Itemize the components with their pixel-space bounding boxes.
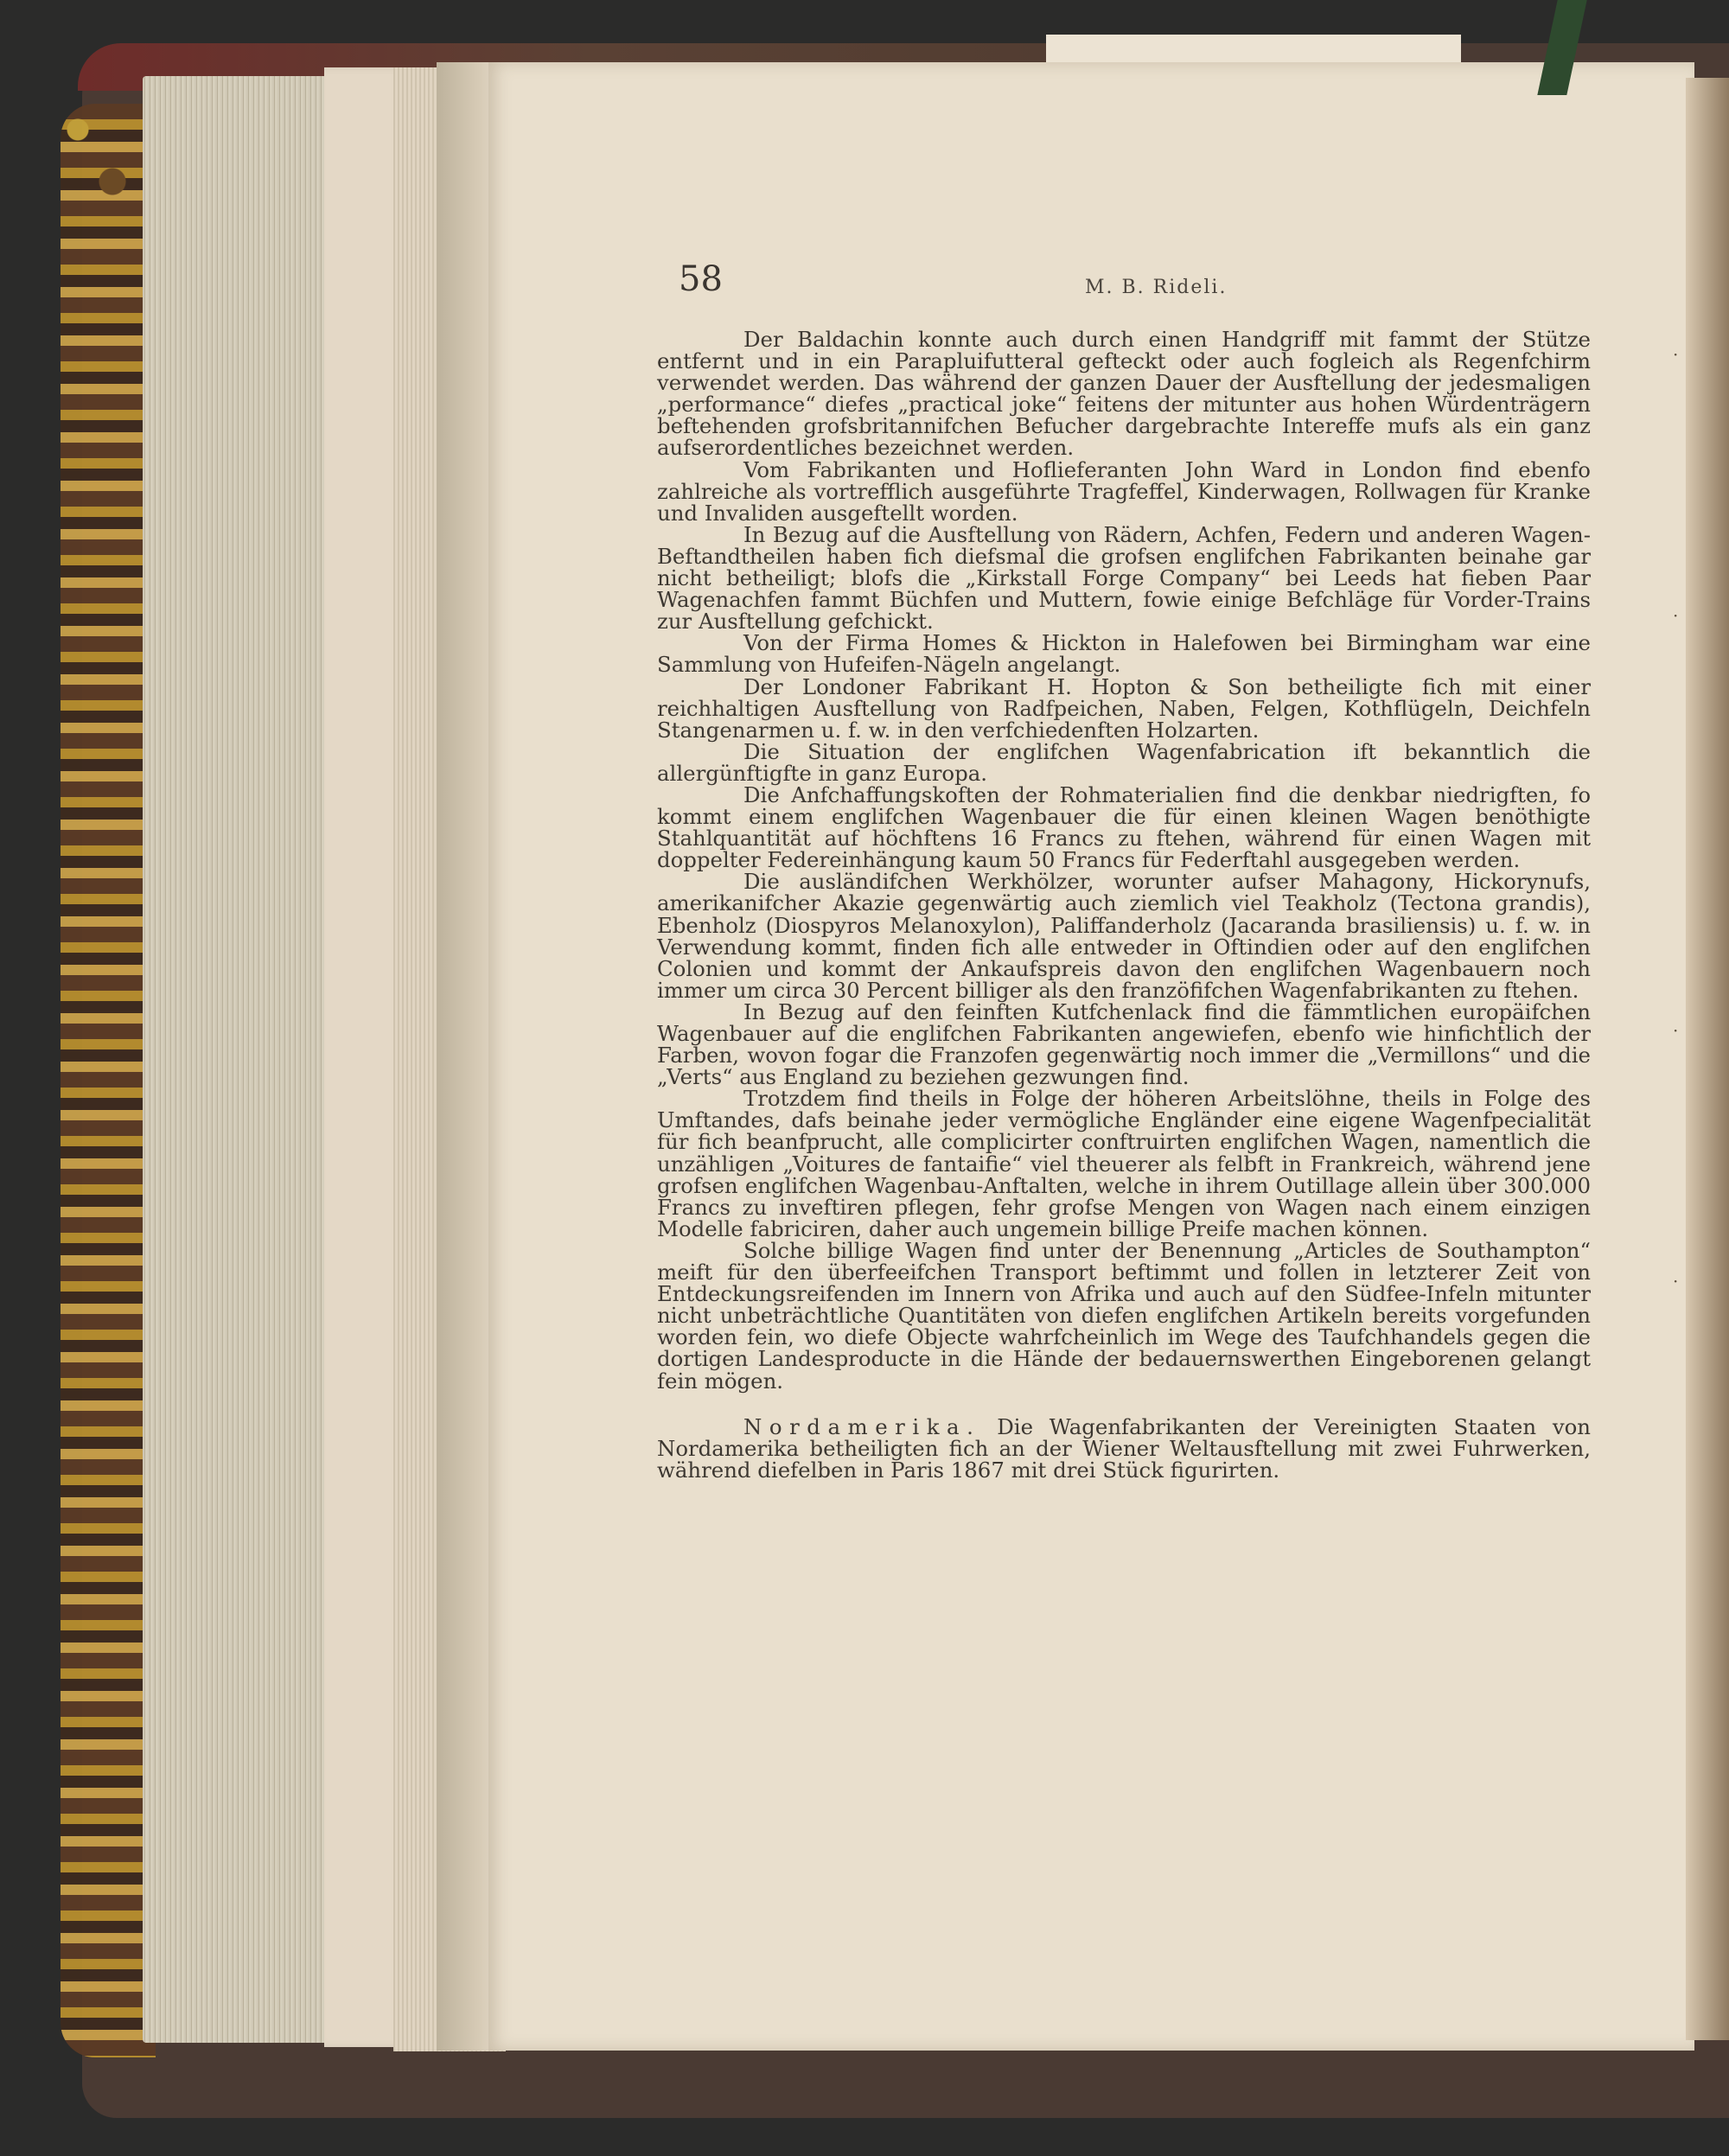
margin-tick: · xyxy=(1673,605,1679,626)
margin-tick: · xyxy=(1673,344,1679,365)
paragraph: Die Anfchaffungskoften der Rohmaterialien find die denkbar niedrigften, fo kommt einem englifchen Wagenbauer die für einen kleinen Wagen benöthigte Stahlquantität auf höchftens 16 Francs zu ftehen, während für einen Wagen mit doppelter Federeinhängung kaum 50 Francs für Federftahl ausgegeben werden. xyxy=(657,781,1591,873)
paragraph: Solche billige Wagen find unter der Benennung „Articles de Southampton“ meift für den überfeeifchen Transport beftimmt und follen in letzterer Zeit von Entdeckungsreifenden im Innern von Afrika und auch auf den Südfee-Infeln mitunter nicht unbeträchtliche Quantitäten von diefen englifchen Artikeln bereits vorgefunden worden fein, wo diefe Objecte wahrfcheinlich im Wege des Taufchhandels gegen die dortigen Landesproducte in die Hände der bedauernswerthen Eingeborenen gelangt fein mögen. xyxy=(657,1237,1591,1394)
paragraph: In Bezug auf den feinften Kutfchenlack find die fämmtlichen europäifchen Wagenbauer auf die englifchen Fabrikanten angewiefen, ebenfo wie hinfichtlich der Farben, wovon fogar die Franzofen gegenwärtig noch immer die „Vermillons“ und die „Verts“ aus England zu beziehen gezwungen find. xyxy=(657,998,1591,1090)
page-block-left xyxy=(143,76,329,2043)
page-number: 58 xyxy=(679,259,723,299)
running-head: M. B. Rideli. xyxy=(1085,277,1228,298)
section-text: Die Wagenfabrikanten der Vereinigten Staaten von Nordamerika betheiligten fich an der Wiener Weltausftellung mit zwei Fuhrwerken, während diefelben in Paris 1867 mit drei Stück figurirten. xyxy=(657,1413,1591,1483)
margin-tick: · xyxy=(1673,1271,1679,1292)
page-body xyxy=(657,329,1591,1481)
paragraph: Der Baldachin konnte auch durch einen Handgriff mit fammt der Stütze entfernt und in ein Parapluifutteral gefteckt oder auch fogleich als Regenfchirm verwendet werden. Das während der ganzen Dauer der Ausftellung der jedesmaligen „performance“ diefes „practical joke“ feitens der mitunter aus hohen Würdenträgern beftehenden grofsbritannifchen Befucher dargebrachte Intereffe mufs als ein ganz aufserordentliches bezeichnet werden. xyxy=(657,327,1591,461)
paragraph: Von der Firma Homes & Hickton in Halefowen bei Birmingham war eine Sammlung von Hufeifen-Nägeln angelangt. xyxy=(657,630,1591,678)
paragraph: Die ausländifchen Werkhölzer, worunter aufser Mahagony, Hickorynufs, amerikanifcher Akazie gegenwärtig auch ziemlich viel Teakholz (Tectona grandis), Ebenholz (Diospyros Melanoxylon), Paliffanderholz (Jacaranda brasiliensis) u. f. w. in Verwendung kommt, finden fich alle entweder in Oftindien oder auf den englifchen Colonien und kommt der Ankaufspreis davon den englifchen Wagenbauern noch immer um circa 30 Percent billiger als den franzöfifchen Wagenfabrikanten zu ftehen. xyxy=(657,869,1591,1003)
margin-marks xyxy=(1673,0,1690,2156)
page-block-right xyxy=(1686,78,1729,2040)
marbled-edge xyxy=(61,104,156,2057)
paragraph: Die Situation der englifchen Wagenfabrication ift bekanntlich die allergünftigfte in ganz Europa. xyxy=(657,738,1591,786)
paragraph: Der Londoner Fabrikant H. Hopton & Son betheiligte fich mit einer reichhaltigen Ausftellung von Radfpeichen, Naben, Felgen, Kothflügeln, Deichfeln Stangenarmen u. f. w. in den verfchiedenften Holzarten. xyxy=(657,673,1591,743)
margin-tick: · xyxy=(1673,1020,1679,1041)
paragraph: Vom Fabrikanten und Hoflieferanten John Ward in London find ebenfo zahlreiche als vortrefflich ausgeführte Tragfeffel, Kinderwagen, Rollwagen für Kranke und Invaliden ausgeftellt worden. xyxy=(657,456,1591,526)
paragraph: Trotzdem find theils in Folge der höheren Arbeitslöhne, theils in Folge des Umftandes, dafs beinahe jeder vermögliche Engländer eine eigene Wagenfpecialität für fich beanfprucht, alle complicirter conftruirten englifchen Wagen, namentlich die unzähligen „Voitures de fantaifie“ viel theuerer als felbft in Frankreich, während jene grofsen englifchen Wagenbau-Anftalten, welche in ihrem Outillage allein über 300.000 Francs zu inveftiren pflegen, fehr grofse Mengen von Wagen nach einem einzigen Modelle fabriciren, daher auch ungemein billige Preife machen können. xyxy=(657,1086,1591,1241)
page-header xyxy=(679,259,1543,311)
section-paragraph xyxy=(657,1413,1591,1483)
section-lead: Nordamerika. xyxy=(743,1413,981,1439)
paragraph: In Bezug auf die Ausftellung von Rädern, Achfen, Federn und anderen Wagen-Beftandtheilen haben fich diefsmal die grofsen englifchen Fabrikanten beinahe gar nicht betheiligt; blofs die „Kirkstall Forge Company“ bei Leeds hat fieben Paar Wagenachfen fammt Büchfen und Muttern, fowie einige Befchläge für Vorder-Trains zur Ausftellung gefchickt. xyxy=(657,521,1591,635)
